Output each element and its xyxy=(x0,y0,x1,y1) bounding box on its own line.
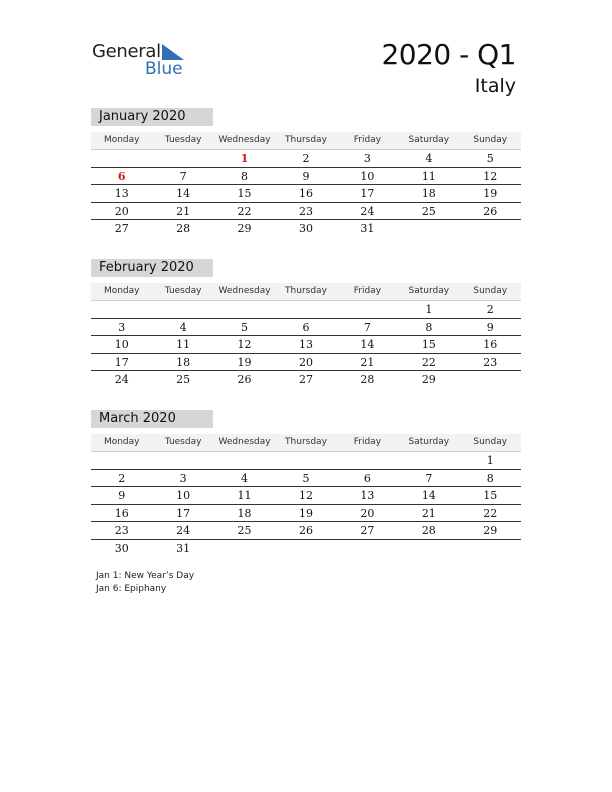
logo-word-general: General xyxy=(92,41,161,62)
day-cell: 3 xyxy=(179,471,187,485)
day-cell: 20 xyxy=(114,204,129,218)
month-calendar-january xyxy=(91,108,521,237)
country-name: Italy xyxy=(474,75,516,97)
day-cell xyxy=(460,220,521,237)
month-calendar-march xyxy=(91,410,521,556)
day-cell: 17 xyxy=(360,187,375,200)
day-cell: 8 xyxy=(241,169,249,183)
weekday-header: Tuesday xyxy=(164,286,202,296)
day-cell: 9 xyxy=(302,169,310,183)
weekday-header: Tuesday xyxy=(164,135,202,145)
day-cell: 5 xyxy=(302,471,310,485)
day-cell: 21 xyxy=(176,204,191,218)
day-cell: 6 xyxy=(117,169,126,183)
day-cell: 10 xyxy=(360,169,375,183)
day-cell: 21 xyxy=(421,506,436,520)
day-cell xyxy=(214,452,275,469)
holiday-note: Jan 1: New Year’s Day xyxy=(96,571,195,581)
day-cell: 22 xyxy=(237,204,252,218)
day-cell xyxy=(398,220,459,237)
day-cell: 23 xyxy=(483,355,498,369)
day-cell: 14 xyxy=(360,338,375,351)
week-row xyxy=(91,522,521,540)
day-cell xyxy=(91,301,152,318)
logo-triangle-icon xyxy=(162,44,184,60)
day-cell: 9 xyxy=(486,320,494,334)
page-title: 2020 - Q1 xyxy=(381,38,516,71)
day-cell: 29 xyxy=(483,524,498,537)
day-cell: 8 xyxy=(486,471,494,485)
day-cell xyxy=(398,452,459,469)
weekday-header: Wednesday xyxy=(218,286,271,296)
day-cell: 18 xyxy=(176,355,191,369)
month-label: January 2020 xyxy=(91,108,213,126)
day-cell: 16 xyxy=(298,187,313,200)
weekday-header: Wednesday xyxy=(218,135,271,145)
logo-word-blue: Blue xyxy=(145,59,183,79)
day-cell: 21 xyxy=(360,355,375,369)
day-cell: 7 xyxy=(425,471,433,485)
day-cell: 17 xyxy=(114,355,129,369)
week-row xyxy=(91,371,521,388)
week-row xyxy=(91,168,521,186)
week-row xyxy=(91,452,521,470)
day-cell: 5 xyxy=(241,320,249,334)
day-cell: 27 xyxy=(298,373,313,386)
day-cell xyxy=(152,150,213,167)
day-cell: 7 xyxy=(363,320,371,334)
day-cell: 12 xyxy=(298,489,313,502)
day-cell: 4 xyxy=(179,320,187,334)
day-cell: 19 xyxy=(298,506,313,520)
week-row xyxy=(91,470,521,488)
day-cell: 27 xyxy=(114,222,129,235)
day-cell: 20 xyxy=(298,355,313,369)
month-label: February 2020 xyxy=(91,259,213,277)
day-cell xyxy=(398,540,459,557)
day-cell: 10 xyxy=(176,489,191,502)
weekday-header: Thursday xyxy=(285,286,327,296)
generalblue-logo xyxy=(92,41,202,81)
day-cell: 28 xyxy=(360,373,375,386)
day-cell: 12 xyxy=(483,169,498,183)
weekday-header: Saturday xyxy=(408,286,450,296)
day-cell: 16 xyxy=(483,338,498,351)
weekday-header-row xyxy=(91,434,521,452)
day-cell: 13 xyxy=(114,187,129,200)
weekday-header: Saturday xyxy=(408,135,450,145)
day-cell: 24 xyxy=(360,204,375,218)
day-cell: 4 xyxy=(241,471,249,485)
weekday-header: Tuesday xyxy=(164,437,202,447)
day-cell: 7 xyxy=(179,169,187,183)
day-cell: 13 xyxy=(298,338,313,351)
weekday-header-row xyxy=(91,283,521,301)
day-cell: 17 xyxy=(176,506,191,520)
day-cell: 11 xyxy=(237,489,252,502)
day-cell: 20 xyxy=(360,506,375,520)
day-cell xyxy=(91,452,152,469)
day-cell: 9 xyxy=(118,489,126,502)
day-cell xyxy=(214,540,275,557)
day-cell: 11 xyxy=(421,169,436,183)
day-cell xyxy=(152,301,213,318)
weekday-header: Saturday xyxy=(408,437,450,447)
week-row xyxy=(91,336,521,354)
week-row xyxy=(91,220,521,237)
weekday-header: Friday xyxy=(353,437,382,447)
week-row xyxy=(91,487,521,505)
day-cell: 2 xyxy=(302,152,310,165)
day-cell: 1 xyxy=(240,152,249,165)
weekday-header: Monday xyxy=(103,286,140,296)
week-row xyxy=(91,203,521,221)
day-cell: 15 xyxy=(483,489,498,502)
day-cell xyxy=(275,540,336,557)
day-cell xyxy=(214,301,275,318)
day-cell: 27 xyxy=(360,524,375,537)
day-cell: 30 xyxy=(298,222,313,235)
day-cell xyxy=(91,150,152,167)
day-cell: 30 xyxy=(114,541,129,555)
day-cell: 29 xyxy=(237,222,252,235)
day-cell: 31 xyxy=(176,541,191,555)
day-cell: 23 xyxy=(298,204,313,218)
day-cell xyxy=(275,452,336,469)
day-cell xyxy=(337,301,398,318)
day-cell: 3 xyxy=(118,320,126,334)
day-cell xyxy=(460,540,521,557)
day-cell: 2 xyxy=(486,303,494,316)
weekday-header: Sunday xyxy=(473,286,508,296)
weekday-header: Thursday xyxy=(285,135,327,145)
day-cell xyxy=(337,540,398,557)
day-cell: 16 xyxy=(114,506,129,520)
day-cell: 10 xyxy=(114,338,129,351)
weekday-header: Sunday xyxy=(473,437,508,447)
day-cell: 24 xyxy=(114,373,129,386)
day-cell: 6 xyxy=(302,320,310,334)
weekday-header: Monday xyxy=(103,437,140,447)
holiday-notes xyxy=(96,570,194,596)
day-cell: 28 xyxy=(421,524,436,537)
day-cell xyxy=(337,452,398,469)
day-cell: 1 xyxy=(425,303,433,316)
day-cell: 19 xyxy=(483,187,498,200)
day-cell: 26 xyxy=(483,204,498,218)
day-cell: 14 xyxy=(421,489,436,502)
day-cell: 25 xyxy=(237,524,252,537)
week-row xyxy=(91,319,521,337)
day-cell: 12 xyxy=(237,338,252,351)
day-cell: 15 xyxy=(421,338,436,351)
day-cell: 24 xyxy=(176,524,191,537)
day-cell: 28 xyxy=(176,222,191,235)
day-cell: 31 xyxy=(360,222,375,235)
day-cell: 8 xyxy=(425,320,433,334)
day-cell: 22 xyxy=(421,355,436,369)
month-calendar-february xyxy=(91,259,521,388)
day-cell xyxy=(460,371,521,388)
day-cell: 1 xyxy=(486,454,494,467)
day-cell: 18 xyxy=(421,187,436,200)
day-cell: 25 xyxy=(421,204,436,218)
holiday-note: Jan 6: Epiphany xyxy=(96,584,167,594)
weekday-header: Thursday xyxy=(285,437,327,447)
day-cell: 25 xyxy=(176,373,191,386)
week-row xyxy=(91,540,521,557)
day-cell: 18 xyxy=(237,506,252,520)
day-cell xyxy=(275,301,336,318)
weekday-header: Friday xyxy=(353,135,382,145)
month-label: March 2020 xyxy=(91,410,213,428)
week-row xyxy=(91,150,521,168)
day-cell: 5 xyxy=(486,152,494,165)
day-cell: 22 xyxy=(483,506,498,520)
day-cell: 29 xyxy=(421,373,436,386)
day-cell: 14 xyxy=(176,187,191,200)
day-cell: 15 xyxy=(237,187,252,200)
weekday-header: Sunday xyxy=(473,135,508,145)
day-cell: 4 xyxy=(425,152,433,165)
day-cell: 26 xyxy=(237,373,252,386)
weekday-header-row xyxy=(91,132,521,150)
day-cell xyxy=(152,452,213,469)
weekday-header: Wednesday xyxy=(218,437,271,447)
week-row xyxy=(91,185,521,203)
week-row xyxy=(91,301,521,319)
week-row xyxy=(91,505,521,523)
day-cell: 23 xyxy=(114,524,129,537)
day-cell: 11 xyxy=(176,338,191,351)
day-cell: 19 xyxy=(237,355,252,369)
week-row xyxy=(91,354,521,372)
weekday-header: Monday xyxy=(103,135,140,145)
day-cell: 26 xyxy=(298,524,313,537)
weekday-header: Friday xyxy=(353,286,382,296)
day-cell: 6 xyxy=(363,471,371,485)
day-cell: 13 xyxy=(360,489,375,502)
day-cell: 3 xyxy=(363,152,371,165)
day-cell: 2 xyxy=(118,471,126,485)
